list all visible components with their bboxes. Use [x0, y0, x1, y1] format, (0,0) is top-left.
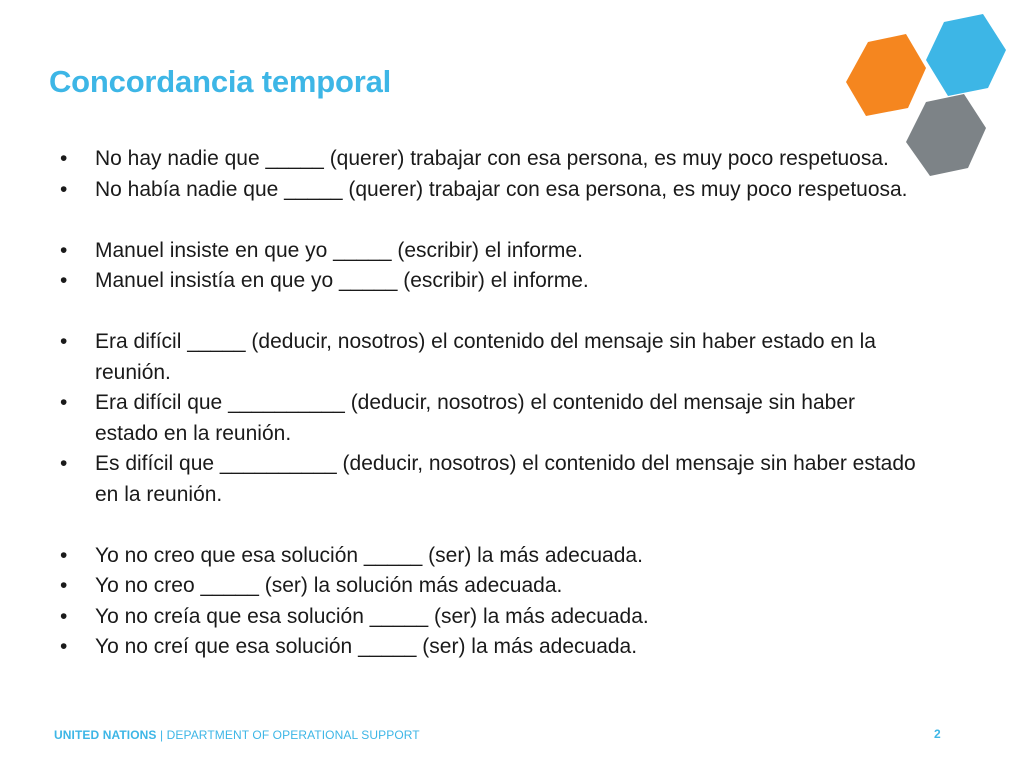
bullet-item: • Es difícil que __________ (deducir, nosotros) el contenido del mensaje sin haber estado en la reunión.	[60, 449, 920, 510]
list-spacer	[60, 297, 920, 328]
footer-department: DEPARTMENT OF OPERATIONAL SUPPORT	[166, 728, 420, 742]
bullet-item: • Manuel insistía en que yo _____ (escribir) el informe.	[60, 266, 920, 297]
slide-title: Concordancia temporal	[49, 64, 392, 99]
footer-organization: UNITED NATIONS	[54, 728, 157, 742]
bullet-item: • Yo no creo _____ (ser) la solución más adecuada.	[60, 571, 920, 602]
bullet-item: • Manuel insiste en que yo _____ (escribir) el informe.	[60, 236, 920, 267]
bullet-item: • Yo no creía que esa solución _____ (ser) la más adecuada.	[60, 602, 920, 633]
blue-hexagon	[926, 14, 1006, 96]
bullet-list	[60, 144, 920, 663]
footer-separator: |	[156, 728, 167, 742]
orange-hexagon	[846, 34, 926, 116]
footer	[54, 728, 420, 742]
bullet-item: • Yo no creí que esa solución _____ (ser) la más adecuada.	[60, 632, 920, 663]
bullet-item: • Yo no creo que esa solución _____ (ser) la más adecuada.	[60, 541, 920, 572]
bullet-item: • Era difícil _____ (deducir, nosotros) el contenido del mensaje sin haber estado en la reunión.	[60, 327, 920, 388]
bullet-item: • Era difícil que __________ (deducir, nosotros) el contenido del mensaje sin haber estado en la reunión.	[60, 388, 920, 449]
list-spacer	[60, 205, 920, 236]
bullet-item: • No hay nadie que _____ (querer) trabajar con esa persona, es muy poco respetuosa.	[60, 144, 920, 175]
page-number: 2	[934, 727, 941, 741]
bullet-item: • No había nadie que _____ (querer) trabajar con esa persona, es muy poco respetuosa.	[60, 175, 920, 206]
list-spacer	[60, 510, 920, 541]
